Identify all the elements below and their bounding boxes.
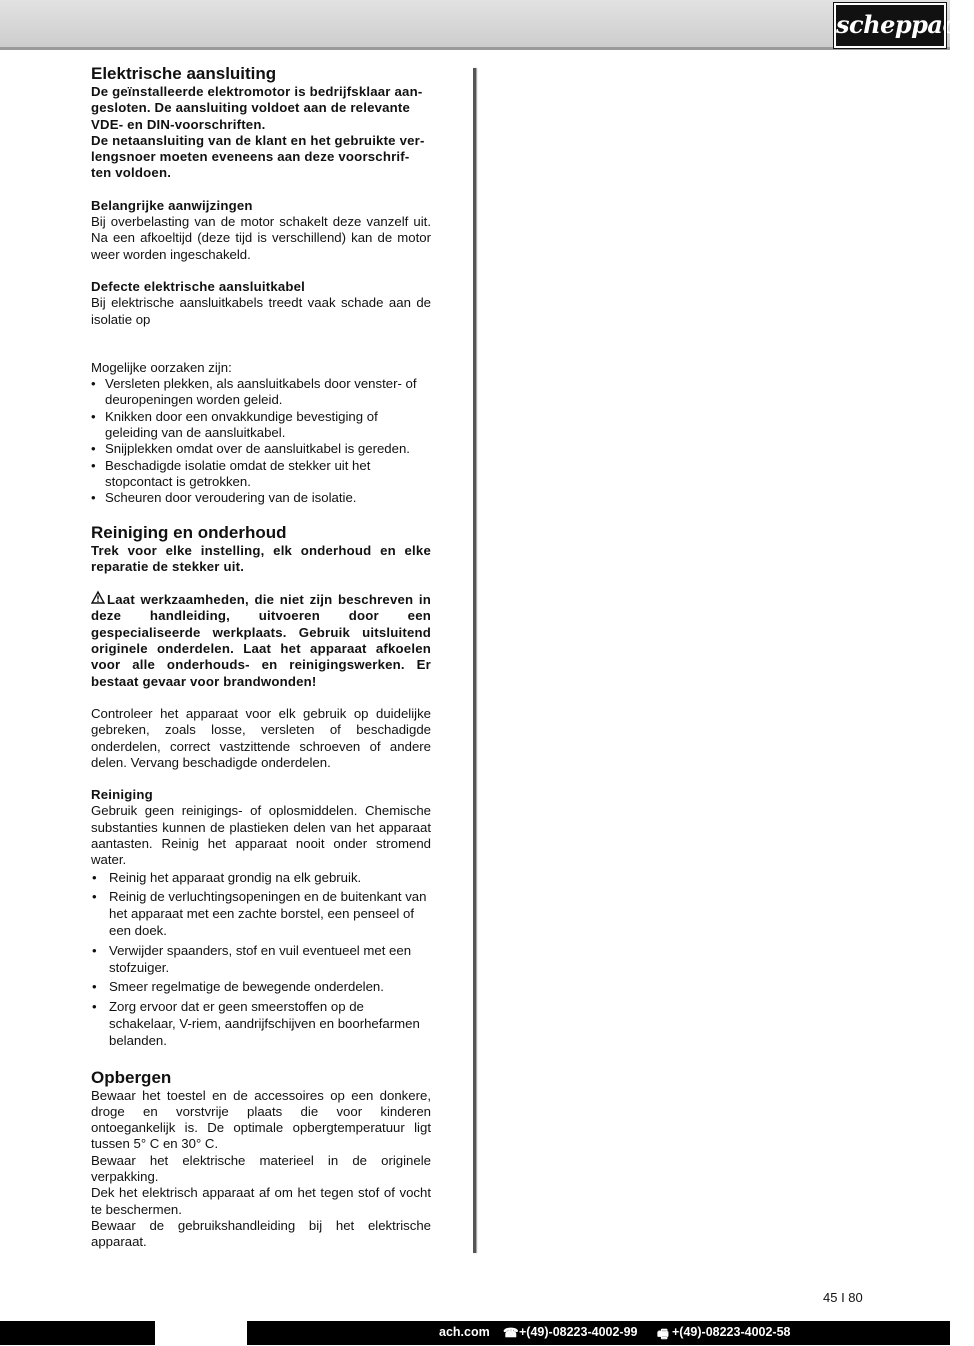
warning-triangle-icon (91, 591, 105, 608)
intro-line: De netaansluiting van de klant en het gebruikte ver- (91, 132, 425, 148)
subheading-defect: Defecte elektrische aansluitkabel (91, 278, 306, 294)
phone-icon: ☎ (503, 1326, 519, 1340)
footer-bar (0, 1321, 950, 1345)
warning-werkzaamheden (91, 591, 431, 690)
intro-line: De geïnstalleerde elektromotor is bedrijfsklaar aan- (91, 84, 423, 99)
paragraph-opbergen: Bewaar de gebruikshandleiding bij het elektrische apparaat. (91, 1217, 431, 1250)
oorzaken-list (91, 376, 431, 506)
paragraph-oorzaken-intro: Mogelijke oorzaken zijn: (91, 359, 232, 375)
paragraph-belangrijk: Bij overbelasting van de motor schakelt deze vanzelf uit. Na een afkoeltijd (deze tijd is verschillend) kan de motor weer worden ingeschakeld. (91, 214, 431, 262)
list-item: • Snijplekken omdat over de aansluitkabel is gereden. (91, 441, 431, 457)
list-item: • Reinig de verluchtingsopeningen en de buitenkant van het apparaat met een zachte borstel, een penseel of een doek. (91, 888, 431, 940)
subheading-reiniging: Reiniging (91, 787, 153, 803)
paragraph-defect: Bij elektrische aansluitkabels treedt vaak schade aan de isolatie op (91, 295, 431, 327)
subheading-belangrijk: Belangrijke aanwijzingen (91, 197, 253, 213)
list-item: • Reinig het apparaat grondig na elk gebruik. (91, 869, 431, 886)
paragraph-opbergen: Dek het elektrisch apparaat af om het tegen stof of vocht te beschermen. (91, 1185, 431, 1217)
reiniging-list (91, 869, 431, 1050)
intro-line: lengsnoer moeten eveneens aan deze voorschrif- (91, 149, 410, 165)
list-item: • Zorg ervoor dat er geen smeerstoffen op de schakelaar, V-riem, aandrijfschijven en boorhefarmen belanden. (91, 998, 431, 1050)
section-title-elektrische: Elektrische aansluiting (91, 64, 277, 83)
intro-line: gesloten. De aansluiting voldoet aan de relevante (91, 100, 411, 116)
intro-line: ten voldoen. (91, 165, 172, 181)
paragraph-controle: Controleer het apparaat voor elk gebruik op duidelijke gebreken, zoals losse, versleten of beschadigde onderdelen, correct vastzittende schroeven of andere delen. Vervang beschadigde onderdelen. (91, 705, 431, 770)
paragraph-opbergen: Bewaar het elektrische materieel in de originele verpakking. (91, 1152, 431, 1185)
list-item: • Scheuren door veroudering van de isolatie. (91, 490, 431, 506)
list-item: • Smeer regelmatige de bewegende onderdelen. (91, 978, 431, 995)
paragraph-reiniging: Gebruik geen reinigings- of oplosmiddelen. Chemische substanties kunnen de plastieken delen van het apparaat aantasten. Reinig het apparaat nooit onder stromend water. (91, 803, 431, 868)
footer-fax: +(49)-08223-4002-58 (672, 1325, 791, 1339)
list-item: • Knikken door een onvakkundige bevestiging of geleiding van de aansluitkabel. (91, 409, 431, 442)
column-divider (473, 68, 476, 1253)
footer-phone: +(49)-08223-4002-99 (519, 1325, 638, 1339)
footer-website[interactable]: ach.com (439, 1325, 490, 1339)
list-item: • Beschadigde isolatie omdat de stekker uit het stopcontact is getrokken. (91, 458, 431, 491)
warning-stekker: Trek voor elke instelling, elk onderhoud en elke reparatie de stekker uit. (91, 542, 431, 574)
section-title-reiniging: Reiniging en onderhoud (91, 522, 287, 542)
page-number: 45 I 80 (823, 1290, 863, 1305)
header-bar (0, 0, 974, 50)
footer-white-block (155, 1321, 247, 1345)
intro-line: VDE- en DIN-voorschriften. (91, 116, 266, 132)
paragraph-opbergen: Bewaar het toestel en de accessoires op een donkere, droge en vorstvrije plaats die voor kinderen ontoegankelijk is. De optimale opbergtemperatuur ligt tussen 5° C en 30° C. (91, 1087, 431, 1152)
warning-werkzaamheden-text: Laat werkzaamheden, die niet zijn beschreven in deze handleiding, uitvoeren door een gespecialiseerde werkplaats. Gebruik uitsluitend originele onderdelen. Laat het apparaat afkoelen voor alle onderhouds- en reinigingswerken. Er bestaat gevaar voor brandwonden! (91, 592, 431, 689)
content-column (91, 64, 431, 1251)
scheppach-logo: scheppach (834, 3, 946, 48)
section-title-opbergen: Opbergen (91, 1067, 172, 1087)
list-item: • Versleten plekken, als aansluitkabels door venster- of deuropeningen worden geleid. (91, 376, 431, 409)
elektrische-intro (91, 84, 431, 182)
fax-icon: 🖷 (657, 1327, 669, 1341)
list-item: • Verwijder spaanders, stof en vuil eventueel met een stofzuiger. (91, 942, 431, 977)
